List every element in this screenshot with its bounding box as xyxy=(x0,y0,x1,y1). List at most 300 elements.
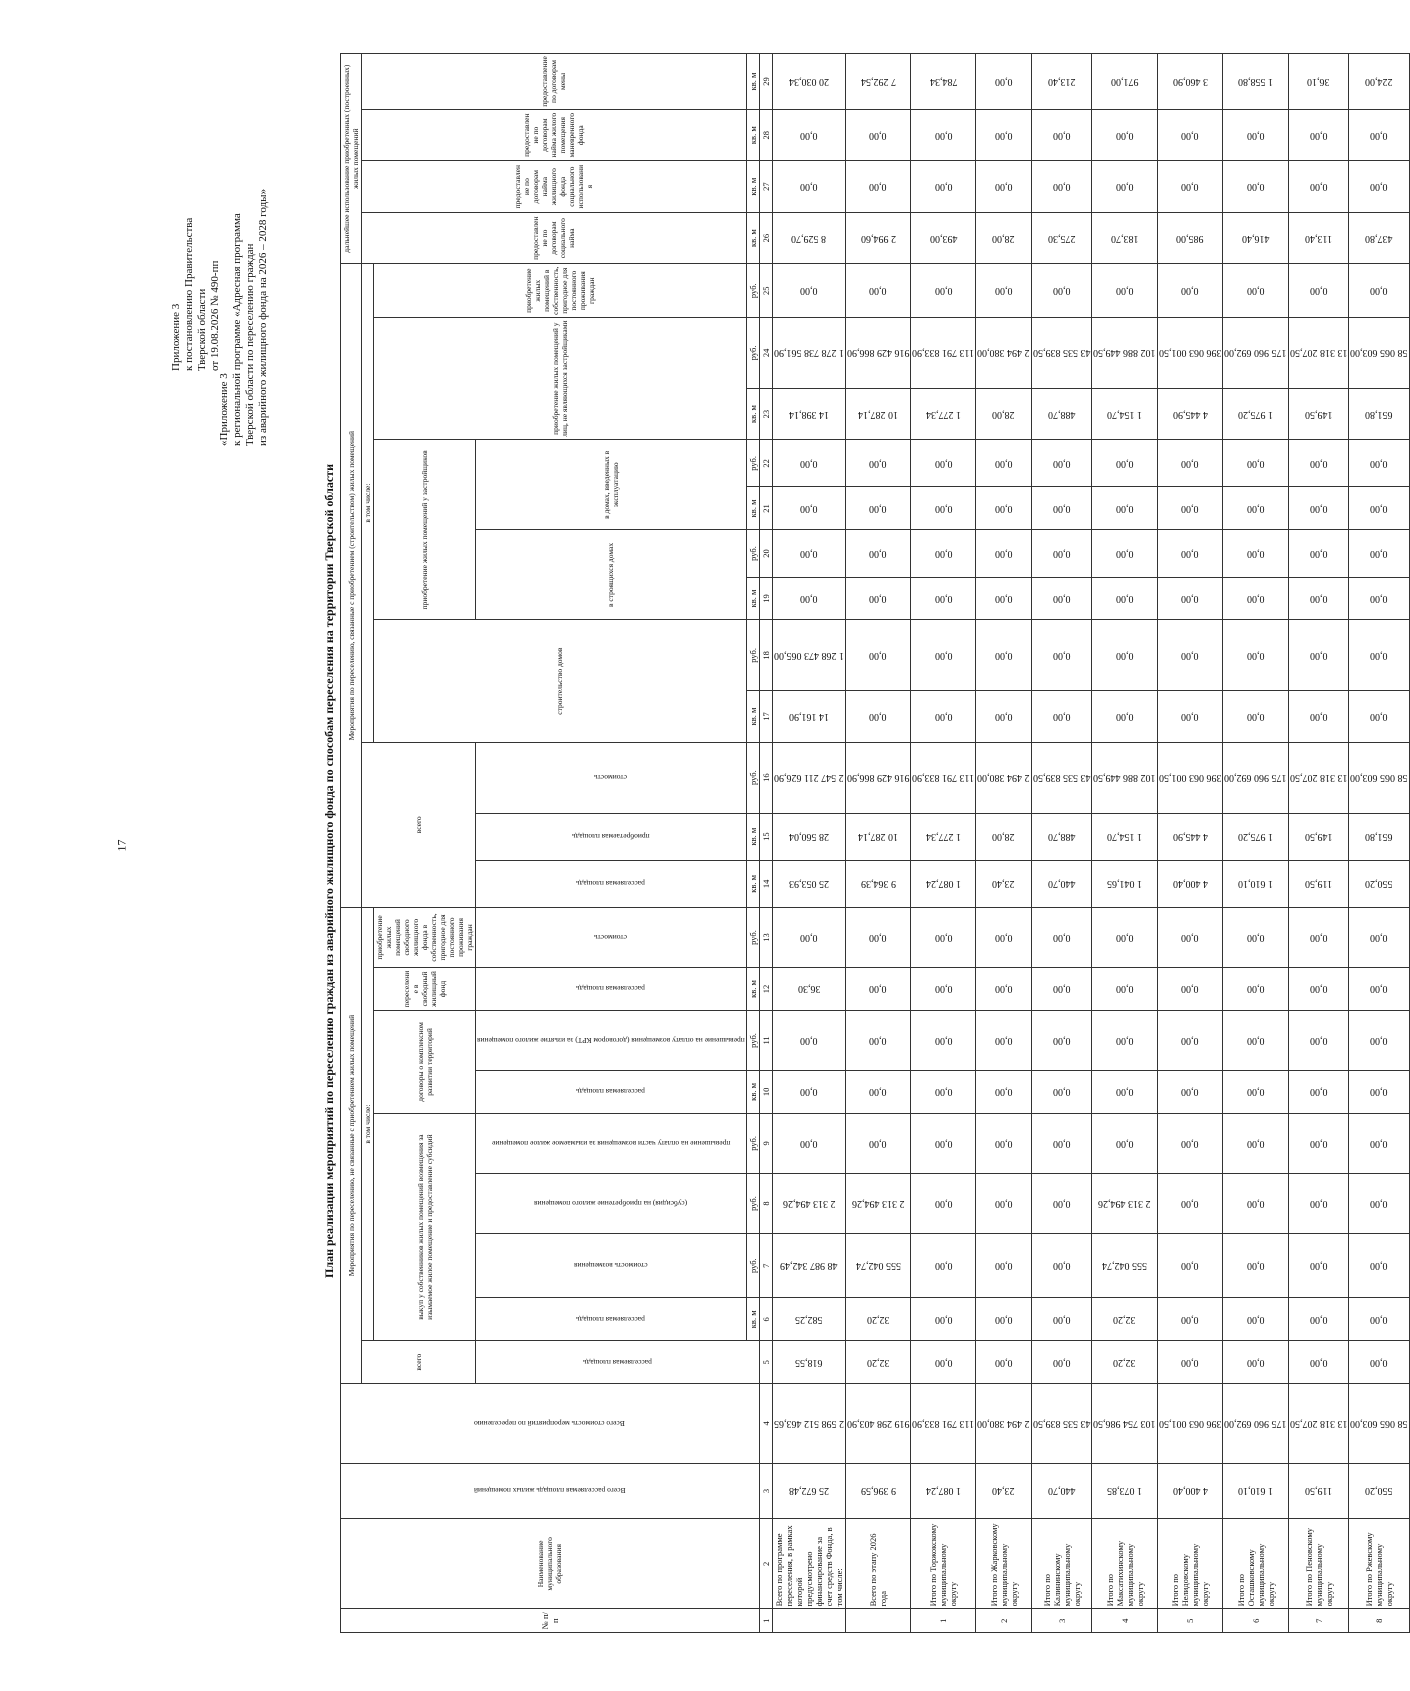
table-cell xyxy=(1223,109,1289,160)
cell-value: 0,00 xyxy=(800,1086,818,1098)
cell-value: 0,00 xyxy=(1115,181,1134,193)
cell-value: 0,00 xyxy=(1052,1356,1071,1368)
table-cell xyxy=(1223,1234,1289,1298)
table-row xyxy=(1157,54,1223,1633)
cell-value: 0,00 xyxy=(1181,547,1199,559)
cell-value: 1 277,34 xyxy=(925,408,961,420)
table-cell xyxy=(1288,1070,1349,1113)
cell-value: 10 287,14 xyxy=(858,831,899,843)
cell-value: 0,00 xyxy=(800,931,818,943)
table-cell xyxy=(772,1113,845,1173)
cell-value: 0,00 xyxy=(1309,1137,1328,1149)
cell-value: 0,00 xyxy=(869,1034,887,1046)
table-cell xyxy=(1092,54,1158,110)
cell-value: 0,00 xyxy=(1246,502,1265,514)
cell-value: 43 535 839,50 xyxy=(1032,1417,1091,1429)
cell-value: 0,00 xyxy=(1052,1313,1071,1325)
table-cell xyxy=(1223,530,1289,577)
cell-value: 3 460,90 xyxy=(1172,75,1208,87)
table-cell xyxy=(1223,161,1289,212)
table-cell xyxy=(845,620,911,691)
cell-value: 0,00 xyxy=(800,1137,818,1149)
header-acq-resettled-text: расселяемая площадь xyxy=(576,879,646,889)
cell-value: 32,20 xyxy=(1113,1356,1136,1368)
table-cell xyxy=(845,388,911,439)
cell-value: 0,00 xyxy=(1181,593,1199,605)
table-cell xyxy=(911,1070,976,1113)
table-cell xyxy=(976,1384,1032,1463)
cell-value: 0,00 xyxy=(934,285,953,297)
cell-value: 0,00 xyxy=(1370,285,1388,297)
table-cell xyxy=(1092,1463,1158,1519)
unit-7: руб. xyxy=(746,1234,759,1298)
table-cell xyxy=(1031,1173,1092,1233)
cell-value: 0,00 xyxy=(1309,593,1328,605)
cell-value: 0,00 xyxy=(994,649,1013,661)
row-number xyxy=(772,1609,845,1633)
row-number: 2 xyxy=(976,1609,1032,1633)
unit-16: руб. xyxy=(746,742,759,813)
cell-value: 28 560,04 xyxy=(788,831,829,843)
cell-value: 0,00 xyxy=(1309,1260,1328,1272)
table-cell xyxy=(1288,318,1349,389)
cell-value: 440,70 xyxy=(1047,1485,1076,1497)
table-cell xyxy=(845,440,911,487)
table-cell xyxy=(1223,54,1289,110)
unit-24: руб. xyxy=(746,318,759,389)
table-cell xyxy=(1092,1298,1158,1341)
cell-value: 0,00 xyxy=(1370,1086,1388,1098)
cell-value: 0,00 xyxy=(1181,1034,1199,1046)
table-cell xyxy=(1157,1173,1223,1233)
cell-value: 0,00 xyxy=(1370,1260,1388,1272)
cell-value: 0,00 xyxy=(800,285,818,297)
cell-value: 4 400,40 xyxy=(1172,878,1208,890)
cell-value: 149,50 xyxy=(1304,408,1333,420)
header-nonacq-total: всего xyxy=(362,1341,476,1384)
cell-value: 25 053,93 xyxy=(788,878,829,890)
cell-value: 4 400,40 xyxy=(1172,1485,1208,1497)
cell-value: 651,80 xyxy=(1365,408,1393,420)
cell-value: 0,00 xyxy=(1052,1197,1071,1209)
table-cell xyxy=(845,318,911,389)
table-cell xyxy=(845,1341,911,1384)
cell-value: 0,00 xyxy=(1309,1197,1328,1209)
table-cell xyxy=(1031,907,1092,967)
table-cell xyxy=(1092,212,1158,263)
cell-value: 0,00 xyxy=(1052,711,1071,723)
table-cell xyxy=(1157,1341,1223,1384)
cell-value: 440,70 xyxy=(1047,878,1076,890)
appendix-line-3: Тверской области xyxy=(196,288,208,371)
header-free-cost-text: стоимость xyxy=(594,932,628,942)
cell-value: 437,80 xyxy=(1365,232,1393,244)
unit-25: руб. xyxy=(746,264,759,318)
cell-value: 0,00 xyxy=(800,593,818,605)
column-number: 6 xyxy=(759,1298,772,1341)
header-num: № п/п xyxy=(341,1609,760,1633)
cell-value: 0,00 xyxy=(1246,1313,1265,1325)
table-cell xyxy=(1223,264,1289,318)
table-row xyxy=(911,54,976,1633)
cell-value: 0,00 xyxy=(869,285,887,297)
cell-value: 0,00 xyxy=(1115,285,1134,297)
table-cell xyxy=(911,440,976,487)
cell-value: 0,00 xyxy=(994,593,1013,605)
cell-value: 25 672,48 xyxy=(788,1485,829,1497)
cell-value: 0,00 xyxy=(1052,1137,1071,1149)
cell-value: 1 087,24 xyxy=(925,1485,961,1497)
cell-value: 1 975,20 xyxy=(1238,831,1274,843)
cell-value: 0,00 xyxy=(1370,129,1388,141)
cell-value: 58 065 603,00 xyxy=(1350,1417,1408,1429)
cell-value: 0,00 xyxy=(1370,457,1388,469)
header-construction: строительство домов xyxy=(374,620,747,742)
cell-value: 1 278 738 561,90 xyxy=(773,347,844,359)
header-total-cost xyxy=(341,1384,760,1463)
cell-value: 2 313 494,26 xyxy=(782,1197,836,1209)
table-cell xyxy=(1031,1384,1092,1463)
table-cell xyxy=(1223,318,1289,389)
table-cell xyxy=(1223,691,1289,742)
table-row xyxy=(1288,54,1349,1633)
table-cell xyxy=(1349,620,1410,691)
table-cell xyxy=(976,1341,1032,1384)
table-cell xyxy=(1288,1463,1349,1519)
column-number: 22 xyxy=(759,440,772,487)
cell-value: 58 065 603,00 xyxy=(1350,772,1408,784)
table-cell xyxy=(1092,813,1158,860)
cell-value: 0,00 xyxy=(994,931,1013,943)
table-cell xyxy=(1288,577,1349,620)
row-number: 1 xyxy=(911,1609,976,1633)
table-cell xyxy=(1223,1173,1289,1233)
table-cell xyxy=(1157,1298,1223,1341)
table-cell xyxy=(1223,907,1289,967)
table-cell xyxy=(911,813,976,860)
table-cell xyxy=(911,264,976,318)
table-cell xyxy=(1223,742,1289,813)
cell-value: 4 445,90 xyxy=(1172,831,1208,843)
table-cell xyxy=(976,388,1032,439)
cell-value: 0,00 xyxy=(869,457,887,469)
table-cell xyxy=(772,1070,845,1113)
cell-value: 0,00 xyxy=(994,285,1013,297)
header-dev-area-text: расселяемая площадь xyxy=(576,1087,646,1097)
table-cell xyxy=(1031,264,1092,318)
table-cell xyxy=(1288,1384,1349,1463)
cell-value: 555 042,74 xyxy=(855,1260,901,1272)
cell-value: 14 161,90 xyxy=(788,711,829,723)
table-cell xyxy=(772,860,845,907)
header-acq-acquired xyxy=(476,813,747,860)
table-cell xyxy=(772,161,845,212)
table-row xyxy=(1223,54,1289,1633)
table-cell xyxy=(1349,54,1410,110)
cell-value: 0,00 xyxy=(1370,1313,1388,1325)
cell-value: 0,00 xyxy=(1115,931,1134,943)
table-cell xyxy=(1157,1010,1223,1070)
cell-value: 2 313 494,26 xyxy=(1098,1197,1151,1209)
table-cell xyxy=(845,742,911,813)
column-number: 14 xyxy=(759,860,772,907)
column-number: 23 xyxy=(759,388,772,439)
row-number: 4 xyxy=(1092,1609,1158,1633)
table-cell xyxy=(1092,109,1158,160)
column-number: 9 xyxy=(759,1113,772,1173)
unit-20: руб. xyxy=(746,530,759,577)
table-cell xyxy=(1157,264,1223,318)
table-row xyxy=(845,54,911,1633)
cell-value: 0,00 xyxy=(1246,593,1265,605)
column-number: 11 xyxy=(759,1010,772,1070)
cell-value: 0,00 xyxy=(1246,285,1265,297)
column-number: 16 xyxy=(759,742,772,813)
header-group-further-use: дальнейшее использование приобретенных (построенных) жилых помещений xyxy=(341,54,362,264)
header-acquire-from-developers: приобретение жилых помещений у застройщиков xyxy=(374,440,476,620)
table-cell xyxy=(911,1384,976,1463)
table-row xyxy=(976,54,1032,1633)
cell-value: 0,00 xyxy=(1246,649,1265,661)
table-cell xyxy=(1157,1384,1223,1463)
table-cell xyxy=(772,907,845,967)
cell-value: 651,80 xyxy=(1365,831,1393,843)
cell-value: 0,00 xyxy=(1370,711,1388,723)
header-buyout-compensation xyxy=(476,1234,747,1298)
cell-value: 1 558,80 xyxy=(1238,75,1274,87)
table-cell xyxy=(845,577,911,620)
cell-value: 32,20 xyxy=(1113,1313,1136,1325)
table-cell xyxy=(1031,487,1092,530)
table-cell xyxy=(1223,860,1289,907)
table-cell xyxy=(1092,1070,1158,1113)
table-cell xyxy=(1031,530,1092,577)
column-number: 4 xyxy=(759,1384,772,1463)
table-cell xyxy=(772,388,845,439)
table-cell xyxy=(1288,212,1349,263)
unit-14: кв. м xyxy=(746,860,759,907)
table-cell xyxy=(1092,577,1158,620)
cell-value: 1 041,65 xyxy=(1107,878,1143,890)
table-cell xyxy=(911,1173,976,1233)
table-cell xyxy=(1223,1070,1289,1113)
cell-value: 0,00 xyxy=(1309,285,1328,297)
table-cell xyxy=(1031,109,1092,160)
cell-value: 0,00 xyxy=(1309,502,1328,514)
cell-value: 28,00 xyxy=(992,232,1015,244)
cell-value: 0,00 xyxy=(1309,649,1328,661)
cell-value: 28,00 xyxy=(992,408,1015,420)
column-number: 1 xyxy=(759,1609,772,1633)
cell-value: 0,00 xyxy=(1115,129,1134,141)
unit-27: кв. м xyxy=(746,161,759,212)
table-cell xyxy=(976,487,1032,530)
document-title: План реализации мероприятий по переселению граждан из аварийного жилищного фонда по способам переселения на территории Тверской области xyxy=(322,464,336,1278)
cell-value: 0,00 xyxy=(1115,547,1134,559)
cell-value: 0,00 xyxy=(1370,1137,1388,1149)
header-commissioned: в домах, введенных в эксплуатацию xyxy=(476,440,747,530)
table-cell xyxy=(1288,907,1349,967)
cell-value: 175 960 692,00 xyxy=(1224,347,1287,359)
cell-value: 488,70 xyxy=(1047,831,1076,843)
header-row-1 xyxy=(341,54,362,1633)
table-cell xyxy=(1157,860,1223,907)
cell-value: 1 154,70 xyxy=(1107,831,1143,843)
cell-value: 2 313 494,26 xyxy=(851,1197,905,1209)
cell-value: 183,70 xyxy=(1110,232,1139,244)
cell-value: 0,00 xyxy=(994,502,1013,514)
cell-value: 0,00 xyxy=(1181,931,1199,943)
row-name: Итого по Ржевскому муниципальному округу xyxy=(1349,1519,1410,1609)
header-dev-contracts: договоры о комплексном развитии территорий xyxy=(374,1010,476,1113)
table-cell xyxy=(1157,691,1223,742)
table-cell xyxy=(772,620,845,691)
cell-value: 28,00 xyxy=(992,831,1015,843)
cell-value: 0,00 xyxy=(934,547,953,559)
table-cell xyxy=(772,813,845,860)
cell-value: 0,00 xyxy=(1309,181,1328,193)
cell-value: 0,00 xyxy=(994,1356,1013,1368)
cell-value: 0,00 xyxy=(869,593,887,605)
table-cell xyxy=(1349,1384,1410,1463)
cell-value: 916 429 866,90 xyxy=(846,772,910,784)
table-cell xyxy=(911,1234,976,1298)
cell-value: 0,00 xyxy=(1370,547,1388,559)
table-cell xyxy=(976,620,1032,691)
cell-value: 0,00 xyxy=(934,983,953,995)
cell-value: 0,00 xyxy=(994,1313,1013,1325)
row-name: Итого по Нелидовскому муниципальному округу xyxy=(1157,1519,1223,1609)
cell-value: 13 318 207,50 xyxy=(1289,1417,1348,1429)
row-name: Итого по Максатихинскому муниципальному округу xyxy=(1092,1519,1158,1609)
table-cell xyxy=(1031,1298,1092,1341)
cell-value: 0,00 xyxy=(1181,983,1199,995)
program-line-4: из аварийного жилищного фонда на 2026 – 2028 годы» xyxy=(257,188,269,446)
table-cell xyxy=(1288,1113,1349,1173)
cell-value: 275,30 xyxy=(1047,232,1076,244)
header-nonacq-resettled-area-text: расселяемая площадь xyxy=(582,1357,652,1367)
header-free-area-text: расселяемая площадь xyxy=(576,984,646,994)
cell-value: 58 065 603,00 xyxy=(1350,347,1408,359)
cell-value: 0,00 xyxy=(994,1260,1013,1272)
table-cell xyxy=(1223,1298,1289,1341)
table-cell xyxy=(1349,968,1410,1011)
table-cell xyxy=(911,530,976,577)
cell-value: 0,00 xyxy=(1052,547,1071,559)
header-acq-cost-text: стоимость xyxy=(594,773,628,783)
table-body xyxy=(772,54,1409,1633)
header-nonacq-in-number: в том числе: xyxy=(362,907,374,1340)
table-cell xyxy=(1031,1070,1092,1113)
cell-value: 0,00 xyxy=(994,75,1013,87)
table-cell xyxy=(1092,264,1158,318)
table-cell xyxy=(976,1463,1032,1519)
column-number-row xyxy=(759,54,772,1633)
table-cell xyxy=(911,1298,976,1341)
cell-value: 0,00 xyxy=(1246,711,1265,723)
cell-value: 1 610,10 xyxy=(1238,1485,1274,1497)
cell-value: 582,25 xyxy=(795,1313,823,1325)
unit-9: руб. xyxy=(746,1113,759,1173)
cell-value: 0,00 xyxy=(1309,457,1328,469)
cell-value: 2 547 211 626,90 xyxy=(773,772,844,784)
header-acq-resettled xyxy=(476,860,747,907)
cell-value: 13 318 207,50 xyxy=(1289,772,1348,784)
cell-value: 0,00 xyxy=(1052,649,1071,661)
header-dev-surplus xyxy=(476,1010,747,1070)
unit-13: руб. xyxy=(746,907,759,967)
column-number: 3 xyxy=(759,1463,772,1519)
header-resettle-free: переселение в свободный жилищный фонд xyxy=(374,968,476,1011)
cell-value: 175 960 692,00 xyxy=(1224,1417,1287,1429)
table-cell xyxy=(1288,691,1349,742)
header-acq-total: всего xyxy=(362,742,476,907)
table-cell xyxy=(772,318,845,389)
cell-value: 1 154,70 xyxy=(1107,408,1143,420)
header-group-not-acquisition: Мероприятия по переселению, не связанные с приобретением жилых помещений xyxy=(341,907,362,1383)
table-cell xyxy=(845,813,911,860)
table-cell xyxy=(1223,620,1289,691)
header-name: Наименование муниципального образования xyxy=(341,1519,760,1609)
header-group-acquisition: Мероприятия по переселению, связанные с приобретением (строительством) жилых помещений xyxy=(341,264,362,908)
table-cell xyxy=(1092,968,1158,1011)
column-number: 18 xyxy=(759,620,772,691)
table-cell xyxy=(1349,1173,1410,1233)
table-cell xyxy=(772,1341,845,1384)
cell-value: 0,00 xyxy=(1115,457,1134,469)
table-cell xyxy=(1157,577,1223,620)
unit-8: руб. xyxy=(746,1173,759,1233)
cell-value: 0,00 xyxy=(1370,1034,1388,1046)
table-cell xyxy=(1349,1298,1410,1341)
cell-value: 0,00 xyxy=(1115,1034,1134,1046)
cell-value: 493,00 xyxy=(929,232,958,244)
cell-value: 224,00 xyxy=(1365,75,1393,87)
cell-value: 113 791 833,90 xyxy=(912,347,975,359)
table-cell xyxy=(1031,318,1092,389)
column-number: 7 xyxy=(759,1234,772,1298)
table-cell xyxy=(772,742,845,813)
cell-value: 0,00 xyxy=(934,711,953,723)
cell-value: 618,55 xyxy=(795,1356,823,1368)
unit-21: кв. м xyxy=(746,487,759,530)
table-cell xyxy=(1092,860,1158,907)
table-cell xyxy=(845,264,911,318)
header-free-cost xyxy=(476,907,747,967)
cell-value: 396 063 001,50 xyxy=(1158,1417,1222,1429)
table-cell xyxy=(772,1010,845,1070)
table-cell xyxy=(1031,813,1092,860)
cell-value: 0,00 xyxy=(1181,1313,1199,1325)
cell-value: 2 494 380,00 xyxy=(977,772,1030,784)
header-commercial-lease: предоставление по договорам найма жилого помещения маневренного фонда xyxy=(362,109,747,160)
table-cell xyxy=(976,318,1032,389)
table-cell xyxy=(1157,440,1223,487)
table-cell xyxy=(1349,161,1410,212)
cell-value: 0,00 xyxy=(1246,1260,1265,1272)
cell-value: 396 063 001,50 xyxy=(1158,772,1222,784)
table-cell xyxy=(1092,620,1158,691)
table-cell xyxy=(1157,1113,1223,1173)
cell-value: 0,00 xyxy=(1181,649,1199,661)
cell-value: 0,00 xyxy=(800,129,818,141)
cell-value: 149,50 xyxy=(1304,831,1333,843)
table-cell xyxy=(845,968,911,1011)
unit-15: кв. м xyxy=(746,813,759,860)
header-buyout-compensation-text: стоимость возмещения xyxy=(574,1261,648,1271)
cell-value: 971,00 xyxy=(1110,75,1139,87)
table-cell xyxy=(911,860,976,907)
